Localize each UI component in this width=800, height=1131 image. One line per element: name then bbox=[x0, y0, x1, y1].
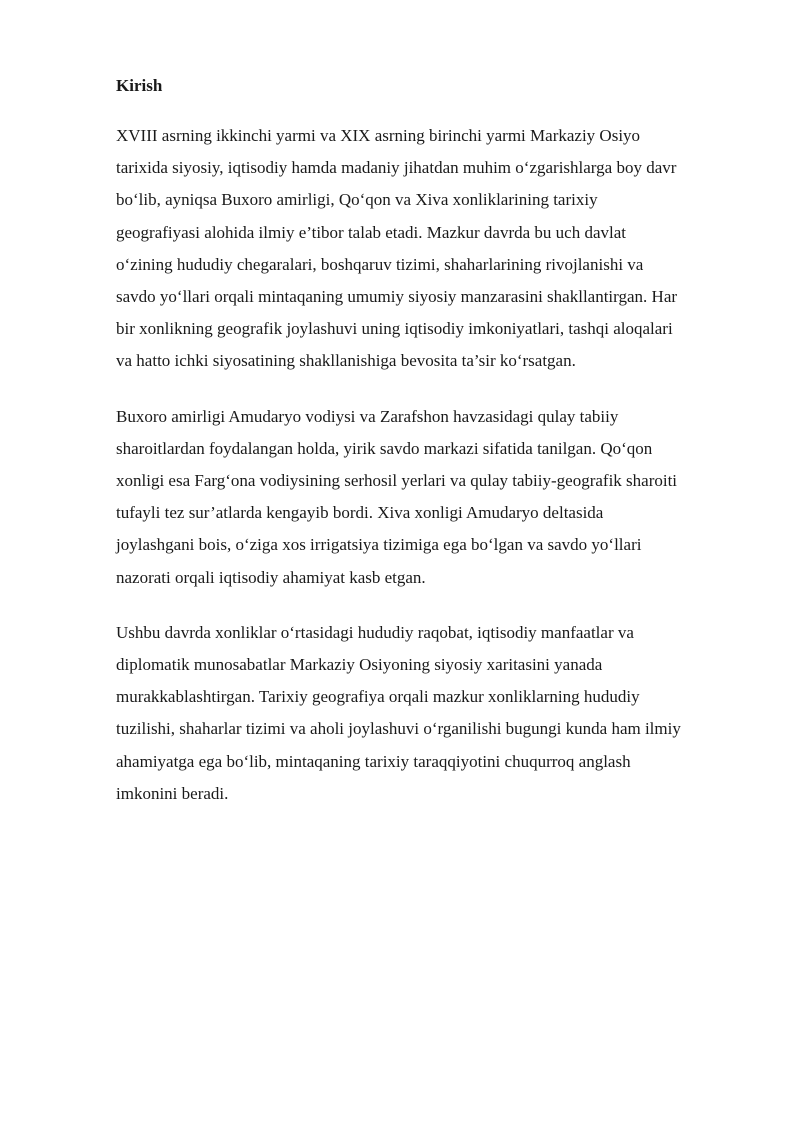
paragraph-2 bbox=[116, 401, 744, 594]
text-line: bo‘lib, ayniqsa Buxoro amirligi, Qo‘qon va Xiva xonliklarining tarixiy bbox=[116, 190, 598, 210]
text-line: o‘zining hududiy chegaralari, boshqaruv tizimi, shaharlarining rivojlanishi va bbox=[116, 254, 644, 274]
text-line: murakkablashtirgan. Tarixiy geografiya orqali mazkur xonliklarning hududiy bbox=[116, 687, 640, 707]
text-line: XVIII asrning ikkinchi yarmi va XIX asrning birinchi yarmi Markaziy Osiyo bbox=[116, 126, 641, 145]
text-line: Ushbu davrda xonliklar o‘rtasidagi hududiy raqobat, iqtisodiy manfaatlar va bbox=[116, 622, 634, 642]
text-line: savdo yo‘llari orqali mintaqaning umumiy siyosiy manzarasini shakllantirgan. Har bbox=[116, 287, 678, 307]
text-line: nazorati orqali iqtisodiy ahamiyat kasb etgan. bbox=[116, 567, 426, 587]
document-body bbox=[116, 74, 744, 810]
text-line: xonligi esa Farg‘ona vodiysining serhosil yerlari va qulay tabiiy-geografik sharoiti bbox=[116, 471, 678, 491]
text-line: va hatto ichki siyosatining shakllanishiga bevosita ta’sir ko‘rsatgan. bbox=[116, 351, 576, 371]
text-line: tarixida siyosiy, iqtisodiy hamda madaniy jihatdan muhim o‘zgarishlarga boy davr bbox=[116, 158, 677, 178]
text-line: Buxoro amirligi Amudaryo vodiysi va Zarafshon havzasidagi qulay tabiiy bbox=[116, 406, 619, 426]
paragraph-3 bbox=[116, 617, 744, 810]
text-line: tuzilishi, shaharlar tizimi va aholi joylashuvi o‘rganilishi bugungi kunda ham ilmiy bbox=[116, 719, 681, 739]
text-line: geografiyasi alohida ilmiy e’tibor talab etadi. Mazkur davrda bu uch davlat bbox=[116, 222, 626, 242]
text-line: tufayli tez sur’atlarda kengayib bordi. Xiva xonligi Amudaryo deltasida bbox=[116, 503, 604, 523]
text-line: diplomatik munosabatlar Markaziy Osiyoning siyosiy xaritasini yanada bbox=[116, 655, 603, 675]
text-line: bir xonlikning geografik joylashuvi uning iqtisodiy imkoniyatlari, tashqi aloqalari bbox=[116, 319, 673, 339]
text-line: imkonini beradi. bbox=[116, 783, 229, 803]
section-heading: Kirish bbox=[116, 76, 163, 95]
text-line: ahamiyatga ega bo‘lib, mintaqaning tarixiy taraqqiyotini chuqurroq anglash bbox=[116, 751, 631, 771]
text-line: sharoitlardan foydalangan holda, yirik savdo markazi sifatida tanilgan. Qo‘qon bbox=[116, 438, 653, 458]
paragraph-1 bbox=[116, 120, 744, 378]
text-line: joylashgani bois, o‘ziga xos irrigatsiya tizimiga ega bo‘lgan va savdo yo‘llari bbox=[116, 535, 642, 555]
